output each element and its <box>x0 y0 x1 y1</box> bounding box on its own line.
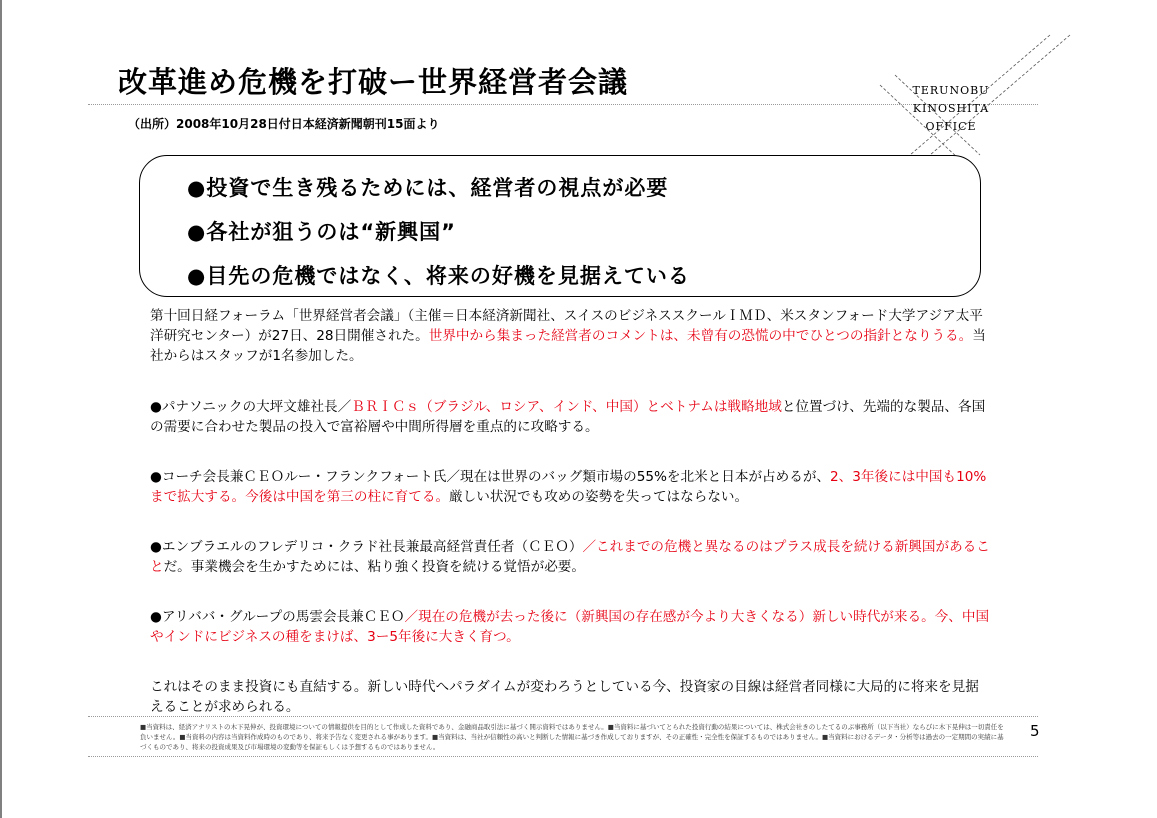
intro-tail: 当社からはスタッフが1名参加した。 <box>150 328 986 364</box>
item-highlight: ／現在の危機が去った後に（新興国の存在感が今より大きくなる）新しい時代が来る。今、中国やインドにビジネスの種をまけば、3ー5年後に大きく育つ。 <box>150 609 990 645</box>
item-tail: と位置づけ、先端的な製品、各国の需要に合わせた製品の投入で富裕層や中間所得層を重点的に攻略する。 <box>150 399 986 435</box>
item-tail: だ。事業機会を生かすためには、粘り強く投資を続ける覚悟が必要。 <box>163 559 585 575</box>
list-item-panasonic <box>150 397 990 437</box>
summary-item: ●投資で生き残るためには、経営者の視点が必要 <box>187 176 669 200</box>
office-logo-line-2: KINOSHITA <box>912 102 990 115</box>
office-logo <box>905 82 997 136</box>
slide-title: 改革進め危機を打破ー世界経営者会議 <box>118 65 629 99</box>
list-item-alibaba <box>150 607 990 647</box>
intro-highlight: 世界中から集まった経営者のコメントは、未曾有の恐慌の中でひとつの指針となりうる。 <box>428 328 973 344</box>
item-lead: ●エンブラエルのフレデリコ・クラド社長兼最高経営責任者（ＣＥＯ） <box>150 539 583 555</box>
summary-item: ●目先の危機ではなく、将来の好機を見据えている <box>187 264 690 288</box>
summary-item: ●各社が狙うのは“新興国” <box>187 220 456 244</box>
item-highlight: ＢＲＩＣｓ（ブラジル、ロシア、インド、中国）とベトナムは戦略地域 <box>351 399 782 415</box>
item-lead: ●パナソニックの大坪文雄社長／ <box>150 399 352 415</box>
footer-dotted-rule <box>88 716 1038 717</box>
item-highlight: 2、3年後には中国も10%まで拡大する。今後は中国を第三の柱に育てる。 <box>150 469 987 505</box>
disclaimer-text: ■当資料は、経済アナリストの木下晃伸が、投資環境についての情報提供を目的として作成した資料であり、金融商品取引法に基づく開示資料ではありません。■当資料に基づいてとられた投資行動の結果については、株式会社きのしたてるのぶ事務所（以下当社）ならびに木下晃伸は一切責任を負いません。■当資料の内容は当資料作成時のものであり、将来予告なく変更される事があります。■当資料は、当社が信頼性の高いと判断した情報に基づき作成しておりますが、その正確性・完全性を保証するものではありません。■当資料におけるデータ・分析等は過去の一定期間の実績に基づくものであり、将来の投資成果及び市場環境の変動等を保証もしくは予想するものではありません。 <box>140 723 1004 751</box>
office-logo-line-1: TERUNOBU <box>912 84 990 97</box>
intro-paragraph <box>150 306 990 366</box>
item-lead: ●コーチ会長兼ＣＥＯルー・フランクフォート氏／現在は世界のバッグ類市場の55%を北米と日本が占めるが、 <box>150 469 831 485</box>
left-border-line <box>0 0 2 818</box>
bottom-dotted-rule <box>88 756 1038 757</box>
list-item-coach <box>150 467 990 507</box>
office-logo-line-3: OFFICE <box>925 120 977 133</box>
item-highlight: ／これまでの危機と異なるのはプラス成長を続ける新興国があること <box>150 539 990 575</box>
item-tail: 厳しい状況でも攻めの姿勢を失ってはならない。 <box>449 489 749 505</box>
item-lead: ●アリババ・グループの馬雲会長兼ＣＥＯ <box>150 609 405 625</box>
source-citation: （出所）2008年10月28日付日本経済新聞朝刊15面より <box>128 117 440 131</box>
summary-box <box>139 155 981 297</box>
intro-text: 第十回日経フォーラム「世界経営者会議」（主催＝日本経済新聞社、スイスのビジネススクールＩＭＤ、米スタンフォード大学アジア太平洋研究センター）が27日、28日開催された。 <box>150 308 983 344</box>
list-item-embraer <box>150 537 990 577</box>
conclusion-paragraph: これはそのまま投資にも直結する。新しい時代へパラダイムが変わろうとしている今、投資家の目線は経営者同様に大局的に将来を見据えることが求められる。 <box>150 679 979 715</box>
page-number: 5 <box>1030 722 1040 740</box>
